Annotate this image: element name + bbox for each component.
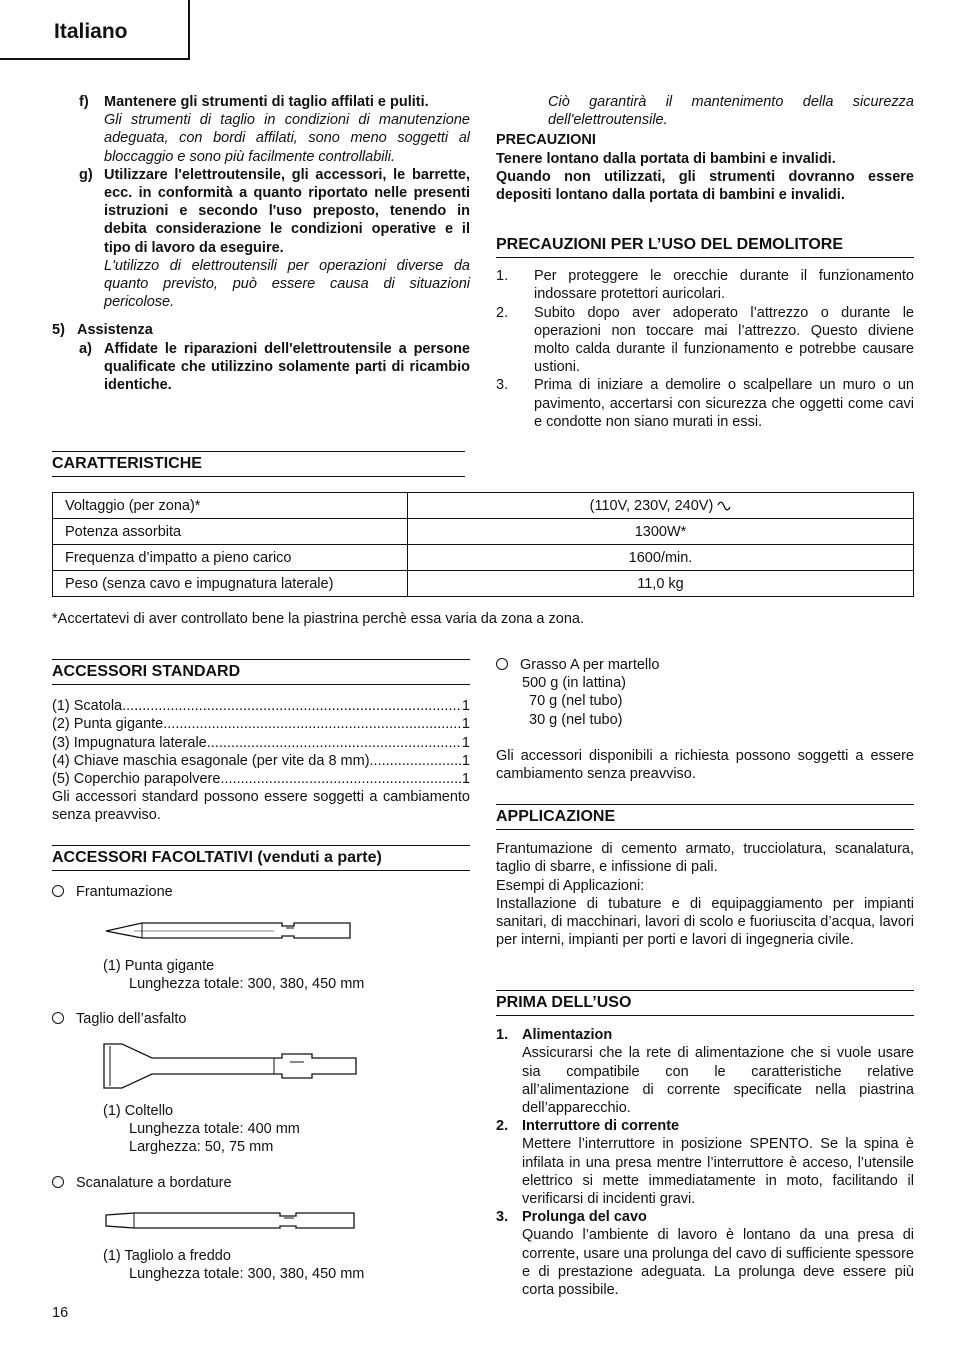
demolitore-item-number: 3. <box>496 377 509 394</box>
spec-label: Peso (senza cavo e impugnatura laterale) <box>53 571 408 597</box>
item-title: Interruttore di corrente <box>522 1118 680 1135</box>
item-a-marker: a) <box>79 340 92 357</box>
item-text: Assicurarsi che la rete di alimentazione che si vuole usare sia compatibile con le caratteristiche relative all’alimentazione di corrente specificate nella piastrina dell’apparecchio. <box>522 1045 914 1117</box>
punta-gigante-bit-icon <box>104 918 354 944</box>
prima-uso-heading: PRIMA DELL’USO <box>496 990 914 1016</box>
tool-spec: Lunghezza totale: 400 mm <box>129 1121 300 1138</box>
item-number: 3. <box>496 1209 509 1226</box>
item-g-marker: g) <box>79 166 93 183</box>
spec-value <box>408 493 914 519</box>
precauzioni-title: PRECAUZIONI <box>496 132 596 149</box>
bullet-circle-icon <box>52 1176 64 1188</box>
list-item-label: (4) Chiave maschia esagonale (per vite da 8 mm) <box>52 752 370 769</box>
item-a-title: Affidate le riparazioni dell'elettroutensile a persone qualificate che utilizzino solamente parti di ricambio identiche. <box>104 340 470 394</box>
language-label: Italiano <box>54 20 128 43</box>
list-item-qty: 1 <box>461 752 470 769</box>
spec-value: 11,0 kg <box>408 571 914 597</box>
tool-spec: Larghezza: 50, 75 mm <box>129 1139 274 1156</box>
list-item <box>52 734 470 752</box>
accessori-standard-section <box>52 659 470 825</box>
item-number: 1. <box>496 1027 509 1044</box>
facoltativi-group-1 <box>52 884 173 900</box>
facoltativi-group-2 <box>52 1011 186 1027</box>
bullet-circle-icon <box>496 658 508 670</box>
grasso-line: 30 g (nel tubo) <box>529 711 623 728</box>
item-g-body: L'utilizzo di elettroutensili per operazioni diverse da quanto previsto, può essere causa di situazioni pericolose. <box>104 257 470 311</box>
tool-spec: Lunghezza totale: 300, 380, 450 mm <box>129 976 365 993</box>
list-item-qty: 1 <box>461 771 470 788</box>
prima-uso-section <box>496 990 914 1299</box>
ac-symbol-icon <box>717 500 731 514</box>
applicazione-text: Installazione di tubature e di equipaggiamento per impianti sanitari, di macchinari, lavori di scolo e fuoriuscita d’acqua, lavori per interni, impianti per porti e lavori di ingegneria civile. <box>496 895 914 949</box>
item-f-body: Gli strumenti di taglio in condizioni di manutenzione adeguata, con bordi affilati, sono meno soggetti al bloccaggio e sono più facilmente controllabili. <box>104 112 470 165</box>
precauzioni-line-2: Quando non utilizzati, gli strumenti dovranno essere depositi lontano dalla portata di bambini e invalidi. <box>496 168 914 204</box>
demolitore-item-text: Subito dopo aver adoperato l’attrezzo o durante le operazioni non toccare mai l’attrezzo. Questo diviene molto calda durante il funzionamento e potrebbe causare ustioni. <box>534 304 914 376</box>
tool-name: (1) Coltello <box>103 1103 174 1119</box>
group-title: Frantumazione <box>76 884 173 900</box>
prima-uso-item <box>496 1117 914 1208</box>
list-item <box>52 715 470 733</box>
page-number: 16 <box>52 1305 69 1321</box>
applicazione-text: Frantumazione di cemento armato, trucciolatura, scanalatura, taglio di sbarre, e infissione di pali. <box>496 841 914 876</box>
grasso-title-row <box>496 656 914 674</box>
spec-row <box>53 493 914 519</box>
right-top-column <box>496 93 914 204</box>
spec-value: 1300W* <box>408 519 914 545</box>
bullet-circle-icon <box>52 885 64 897</box>
grasso-line: 500 g (in lattina) <box>522 675 626 692</box>
spec-label: Potenza assorbita <box>53 519 408 545</box>
facoltativi-group-2-desc <box>103 1102 300 1157</box>
tool-spec: Lunghezza totale: 300, 380, 450 mm <box>129 1266 365 1283</box>
section-5-title: Assistenza <box>77 322 153 339</box>
spec-row <box>53 545 914 571</box>
list-item <box>52 697 470 715</box>
spec-row <box>53 571 914 597</box>
list-item <box>52 752 470 770</box>
item-g-title: Utilizzare l'elettroutensile, gli accessori, le barrette, ecc. in conformità a quanto riportato nelle presenti istruzioni e secondo l'uso preposto, tenendo in debita considerazione le condizioni operative e il tipo di lavoro da eseguire. <box>104 166 470 256</box>
applicazione-heading: APPLICAZIONE <box>496 804 914 830</box>
safety-continuation: Ciò garantirà il mantenimento della sicurezza dell'elettroutensile. <box>548 94 914 129</box>
grasso-line: 70 g (nel tubo) <box>529 693 623 710</box>
language-tab <box>0 0 190 60</box>
accessori-standard-note: Gli accessori standard possono essere soggetti a cambiamento senza preavviso. <box>52 789 470 824</box>
prima-uso-item <box>496 1026 914 1117</box>
demolitore-item <box>496 304 914 377</box>
demolitore-section <box>496 233 914 431</box>
spec-footnote: *Accertatevi di aver controllato bene la piastrina perchè essa varia da zona a zona. <box>52 611 584 627</box>
list-item <box>52 770 470 788</box>
demolitore-heading: PRECAUZIONI PER L’USO DEL DEMOLITORE <box>496 233 914 258</box>
left-top-column <box>52 93 470 394</box>
accessori-standard-heading: ACCESSORI STANDARD <box>52 659 470 685</box>
item-title: Alimentazion <box>522 1027 613 1044</box>
prima-uso-item <box>496 1208 914 1299</box>
demolitore-item <box>496 376 914 431</box>
item-title: Prolunga del cavo <box>522 1209 647 1226</box>
list-item-label: (3) Impugnatura laterale <box>52 734 207 751</box>
demolitore-item-text: Per proteggere le orecchie durante il funzionamento indossare protettori auricolari. <box>534 268 914 303</box>
grasso-section <box>496 656 914 783</box>
accessori-facoltativi-heading: ACCESSORI FACOLTATIVI (venduti a parte) <box>52 845 470 871</box>
applicazione-section <box>496 804 914 949</box>
coltello-bit-icon <box>102 1042 360 1090</box>
list-item-qty: 1 <box>461 698 470 715</box>
list-item-label: (5) Coperchio parapolvere <box>52 771 221 788</box>
voltage-value: (110V, 230V, 240V) <box>589 497 714 514</box>
tool-name: (1) Tagliolo a freddo <box>103 1248 231 1264</box>
tool-name: (1) Punta gigante <box>103 958 215 974</box>
section-5-marker: 5) <box>52 322 65 339</box>
item-text: Quando l’ambiente di lavoro è lontano da una presa di corrente, usare una prolunga del cavo di sufficiente spessore e di prestazione adeguata. La prolunga deve essere più corta possibile. <box>522 1227 914 1299</box>
grasso-title: Grasso A per martello <box>520 657 660 673</box>
item-text: Mettere l’interruttore in posizione SPENTO. Se la spina è infilata in una presa mentre l’interruttore è acceso, l’utensile elettrico si mette immediatamente in moto, facilitando il verificarsi di incidenti gravi. <box>522 1136 914 1208</box>
applicazione-text: Esempi di Applicazioni: <box>496 877 645 894</box>
precauzioni-line-1: Tenere lontano dalla portata di bambini e invalidi. <box>496 150 836 167</box>
section-5 <box>52 321 470 339</box>
item-f <box>52 93 470 166</box>
group-title: Scanalature a bordature <box>76 1175 232 1191</box>
item-g <box>52 166 470 312</box>
list-item-qty: 1 <box>461 734 470 751</box>
spec-value: 1600/min. <box>408 545 914 571</box>
demolitore-item <box>496 267 914 303</box>
list-item-qty: 1 <box>461 716 470 733</box>
accessori-facoltativi-section <box>52 845 470 871</box>
tagliolo-bit-icon <box>104 1208 358 1234</box>
item-number: 2. <box>496 1118 509 1135</box>
spec-row <box>53 519 914 545</box>
caratteristiche-heading: CARATTERISTICHE <box>52 451 465 477</box>
item-a <box>52 340 470 395</box>
grasso-note: Gli accessori disponibili a richiesta possono soggetti a essere cambiamento senza preavviso. <box>496 747 914 783</box>
demolitore-item-number: 2. <box>496 304 509 321</box>
bullet-circle-icon <box>52 1012 64 1024</box>
facoltativi-group-3 <box>52 1175 232 1191</box>
facoltativi-group-3-desc <box>103 1247 364 1283</box>
spec-table <box>52 492 914 597</box>
demolitore-item-number: 1. <box>496 268 509 285</box>
list-item-label: (1) Scatola <box>52 698 123 715</box>
demolitore-item-text: Prima di iniziare a demolire o scalpellare un muro o un pavimento, accertarsi con sicurezza che oggetti come cavi e condotte non siano murati in essi. <box>534 377 914 430</box>
spec-label: Frequenza d’impatto a pieno carico <box>53 545 408 571</box>
item-f-marker: f) <box>79 94 89 110</box>
spec-label: Voltaggio (per zona)* <box>53 493 408 519</box>
group-title: Taglio dell’asfalto <box>76 1011 187 1027</box>
list-item-label: (2) Punta gigante <box>52 716 164 733</box>
item-f-title: Mantenere gli strumenti di taglio affilati e puliti. <box>104 94 429 110</box>
facoltativi-group-1-desc <box>103 957 364 993</box>
